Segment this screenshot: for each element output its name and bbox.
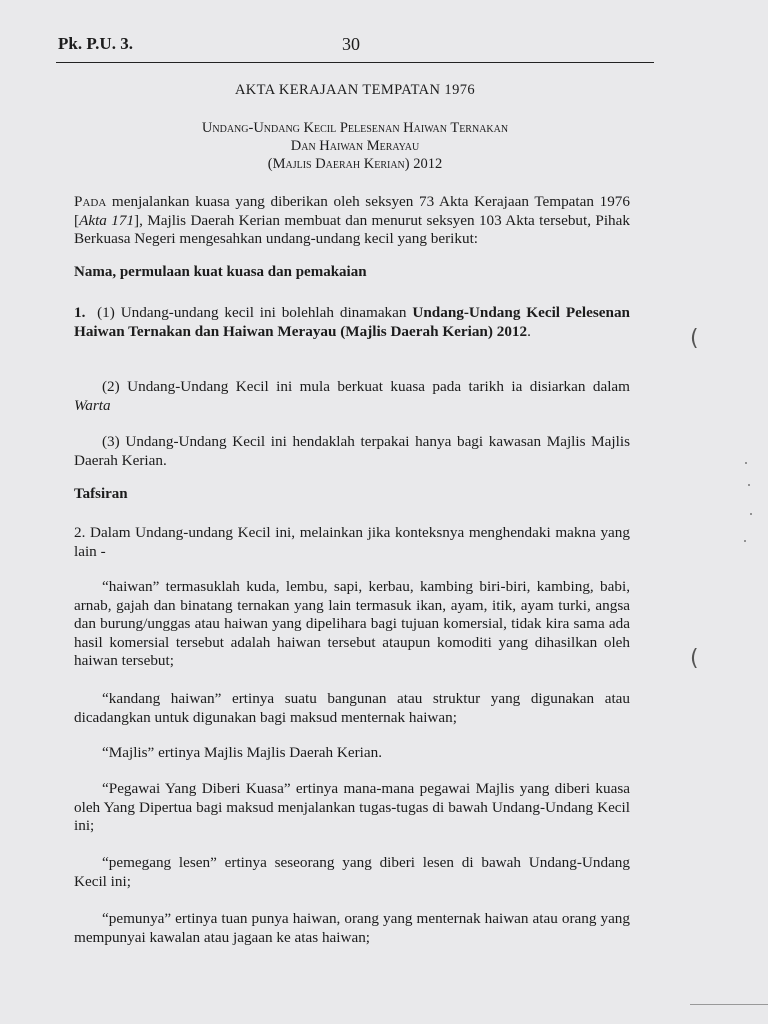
definition-text: “pemegang lesen” ertinya seseorang yang diberi lesen di bawah Undang-Undang Kecil ini; xyxy=(74,854,630,890)
section-1-subsection-1 xyxy=(74,304,630,341)
definition-text: “pemunya” ertinya tuan punya haiwan, orang yang menternak haiwan atau orang yang mempunyai kawalan atau jagaan ke atas haiwan; xyxy=(74,910,630,946)
definition-haiwan xyxy=(74,578,630,671)
definition-text: “Majlis” ertinya Majlis Majlis Daerah Kerian. xyxy=(102,744,383,761)
header-rule xyxy=(56,62,654,63)
punch-hole-mark: ( xyxy=(690,646,699,671)
bylaw-name: Undang-Undang Kecil Pelesenan Haiwan Ternakan dan Haiwan Merayau (Majlis Daerah Kerian) 2012 xyxy=(74,304,630,340)
scan-speck xyxy=(750,513,752,515)
subtitle-line-3: (Majlis Daerah Kerian) 2012 xyxy=(267,156,443,172)
definition-pemunya xyxy=(74,910,630,947)
definition-pegawai xyxy=(74,780,630,836)
subtitle-line-1: Undang-Undang Kecil Pelesenan Haiwan Ternakan xyxy=(201,120,509,136)
preamble-lead: Pada xyxy=(74,193,107,210)
section-2-intro: 2. Dalam Undang-undang Kecil ini, melainkan jika konteksnya menghendaki makna yang lain - xyxy=(74,524,630,560)
definition-majlis xyxy=(74,744,630,763)
scan-edge-line xyxy=(690,1004,768,1005)
scan-speck xyxy=(748,484,750,486)
definition-pemegang-lesen xyxy=(74,854,630,891)
subsection-2-text: (2) Undang-Undang Kecil ini mula berkuat kuasa pada tarikh ia disiarkan dalam xyxy=(102,378,630,395)
section-1-heading: Nama, permulaan kuat kuasa dan pemakaian xyxy=(74,264,367,280)
section-1-subsection-3 xyxy=(74,433,630,470)
scan-speck xyxy=(745,462,747,464)
gazette-reference: Pk. P.U. 3. xyxy=(58,34,133,53)
section-2-heading: Tafsiran xyxy=(74,486,128,502)
subtitle-line-2: Dan Haiwan Merayau xyxy=(290,138,420,154)
preamble-part-2: ], Majlis Daerah Kerian membuat dan menurut seksyen 103 Akta tersebut, Pihak Berkuasa Negeri mengesahkan undang-undang kecil yang berikut: xyxy=(74,211,630,247)
punch-hole-mark: ( xyxy=(690,326,699,351)
subsection-3-text: (3) Undang-Undang Kecil ini hendaklah terpakai hanya bagi kawasan Majlis Majlis Daerah Kerian. xyxy=(74,433,630,469)
definition-text: “kandang haiwan” ertinya suatu bangunan atau struktur yang digunakan atau dicadangkan untuk digunakan bagi maksud menternak haiwan; xyxy=(74,690,630,726)
act-title: AKTA KERAJAAN TEMPATAN 1976 xyxy=(234,82,476,98)
page-number: 30 xyxy=(342,34,360,54)
definition-kandang-haiwan xyxy=(74,690,630,727)
preamble xyxy=(74,193,630,249)
akta-reference: Akta 171 xyxy=(79,211,135,229)
subsection-1-lead: (1) Undang-undang kecil ini bolehlah dinamakan xyxy=(97,304,413,321)
scan-speck xyxy=(744,540,746,542)
definition-text: “Pegawai Yang Diberi Kuasa” ertinya mana-mana pegawai Majlis yang diberi kuasa oleh Yang Dipertua bagi maksud menjalankan tugas-tugas di bawah Undang-Undang Kecil ini; xyxy=(74,780,630,834)
section-1-number: 1. xyxy=(74,304,86,321)
preamble-part-1: menjalankan kuasa yang diberikan oleh seksyen 73 Akta Kerajaan Tempatan 1976 [ xyxy=(74,193,630,229)
subsection-1-end: . xyxy=(527,322,531,340)
definition-text: “haiwan” termasuklah kuda, lembu, sapi, kerbau, kambing biri-biri, kambing, babi, arnab, gajah dan binatang ternakan yang lain termasuk ikan, ayam, itik, ayam turki, angsa dan burung/unggas atau haiwan yang dipelihara bagi tujuan komersial, tidak kira sama ada hasil komersial tersebut adalah haiwan tersebut ataupun komoditi yang dihasilkan oleh haiwan tersebut; xyxy=(74,578,630,669)
section-1-subsection-2 xyxy=(74,378,630,415)
warta-word: Warta xyxy=(74,396,111,414)
